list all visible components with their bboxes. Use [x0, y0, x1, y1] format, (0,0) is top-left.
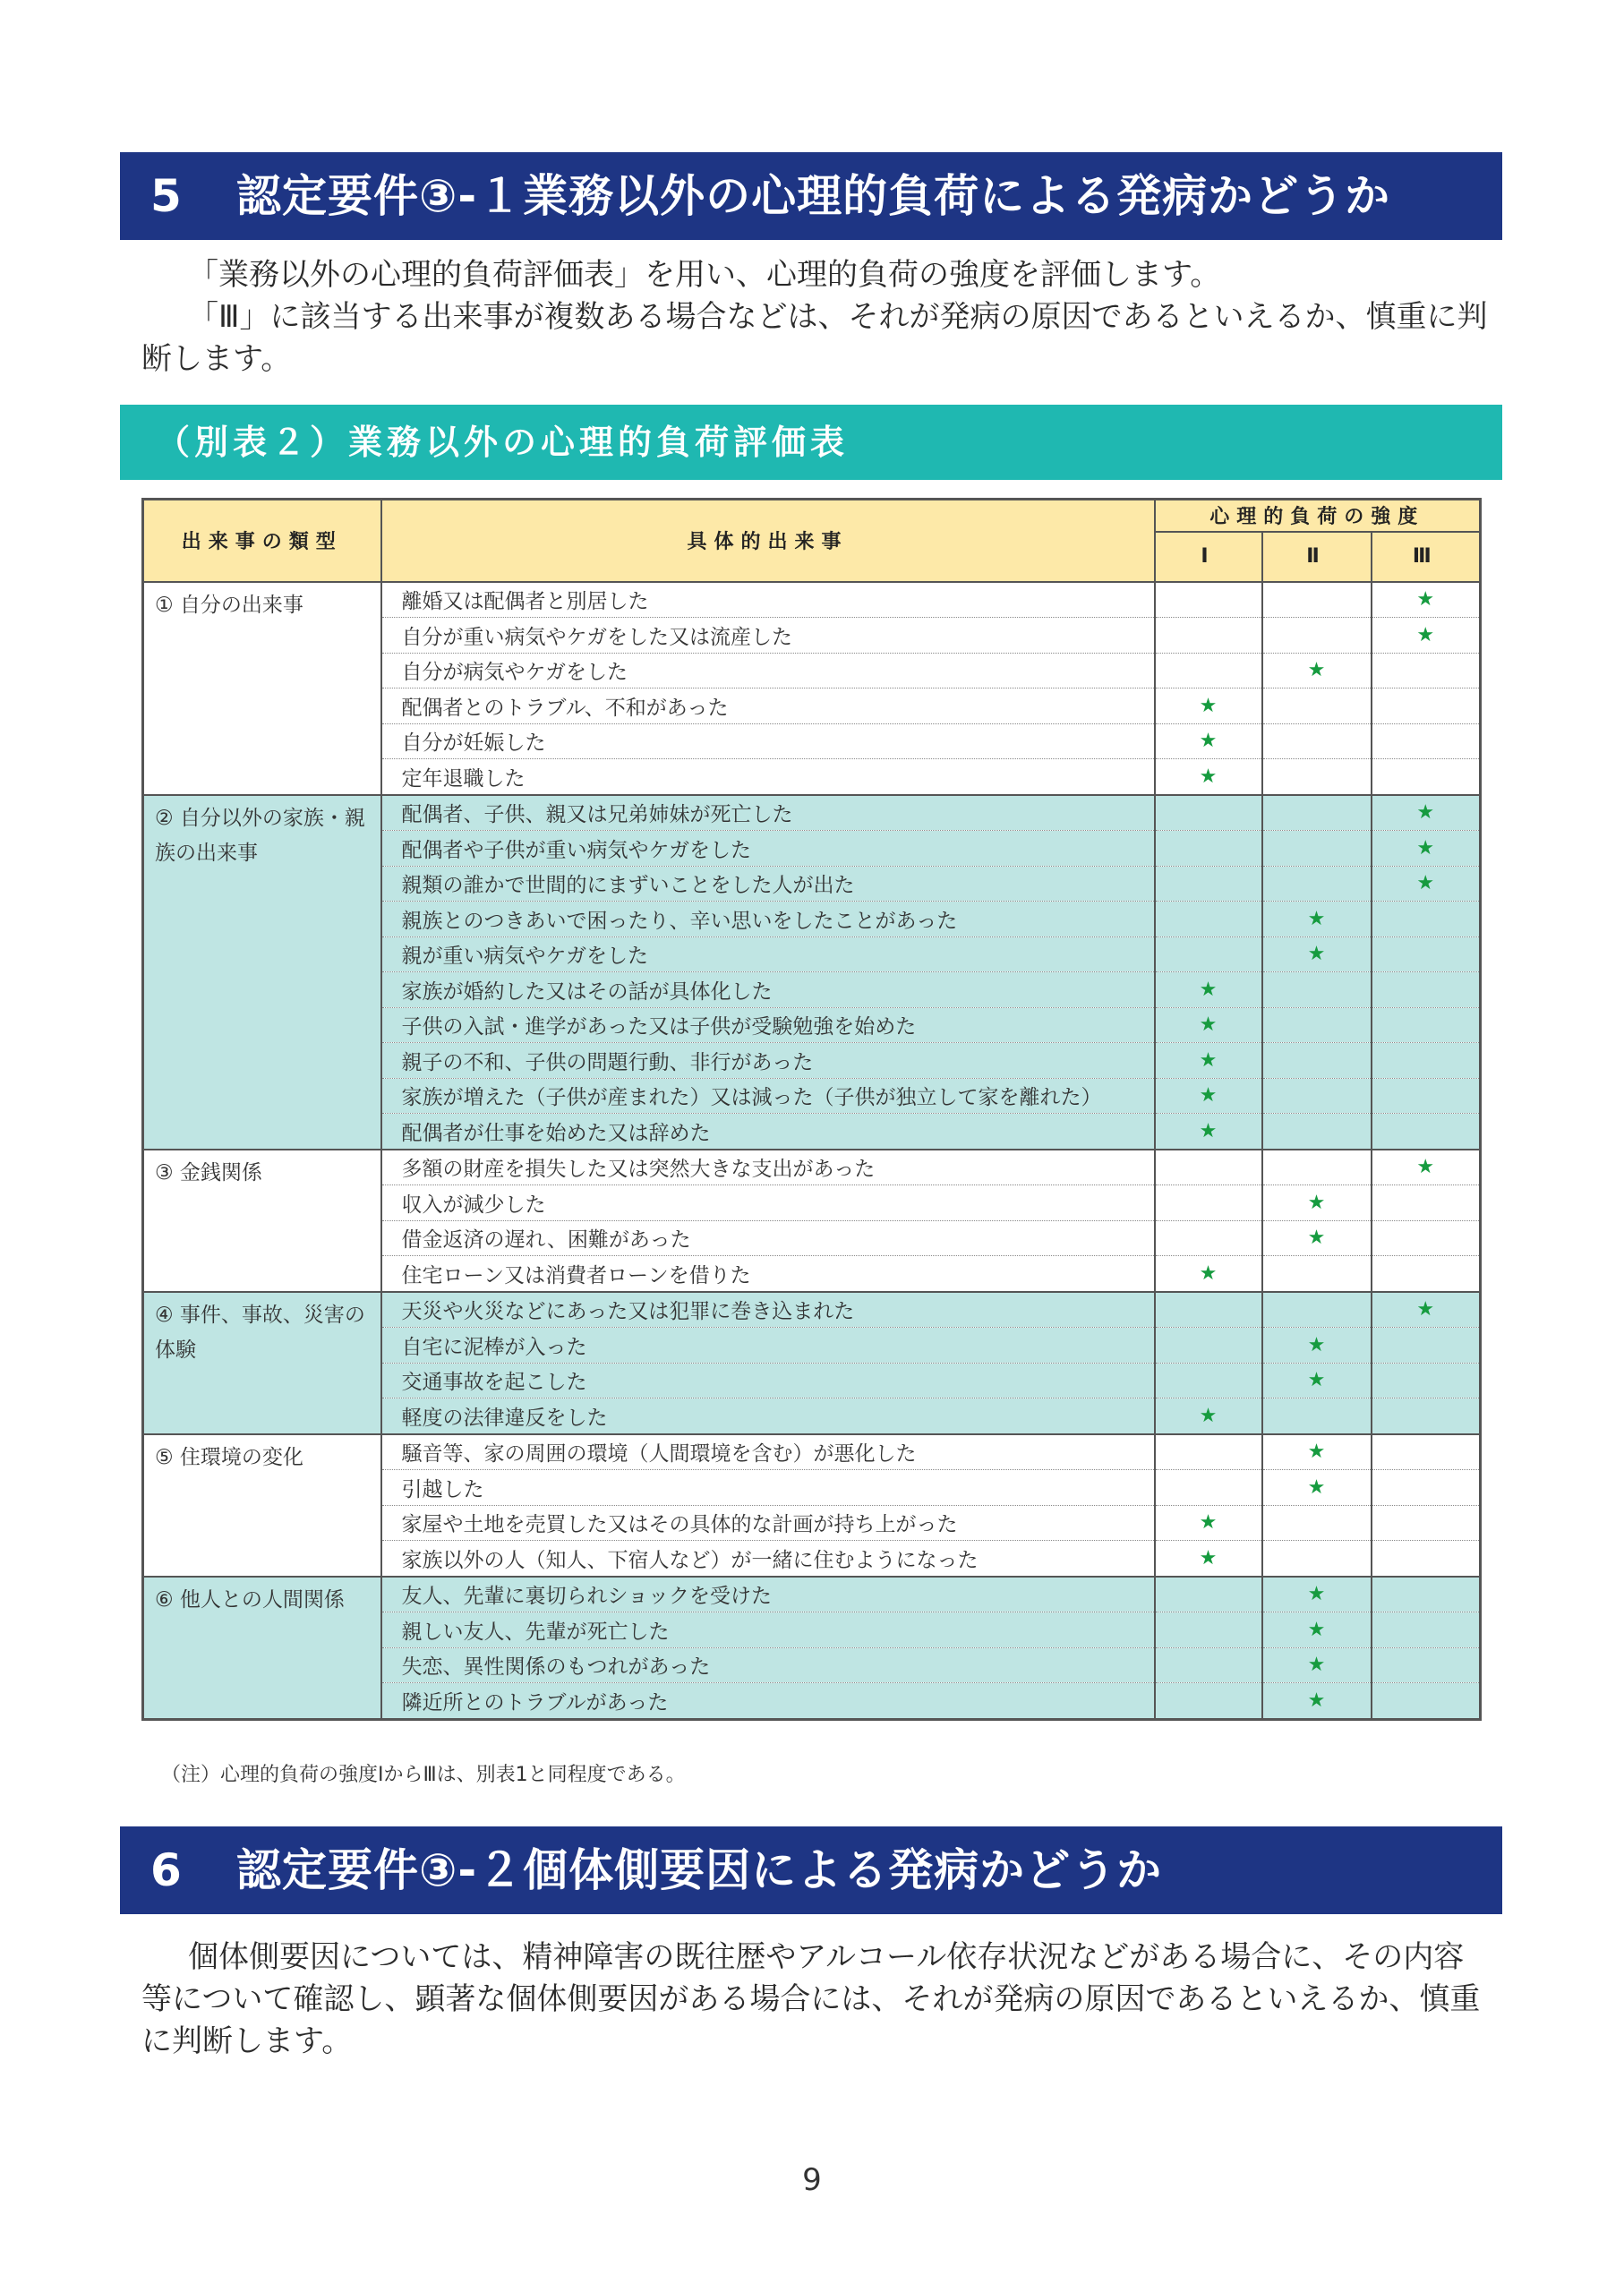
event-cell: 隣近所とのトラブルがあった [381, 1683, 1155, 1720]
category-cell: ③ 金銭関係 [143, 1150, 381, 1292]
star-icon: ★ [1262, 1683, 1372, 1720]
section-title: 認定要件③-２個体側要因による発病かどうか [236, 1844, 1163, 1896]
column-header-category: 出来事の類型 [143, 500, 381, 582]
event-cell: 配偶者や子供が重い病気やケガをした [381, 831, 1155, 867]
star-icon: ★ [1262, 1612, 1372, 1648]
event-cell: 家族が婚約した又はその話が具体化した [381, 972, 1155, 1008]
level-header: Ⅲ [1372, 532, 1481, 582]
level-cell [1262, 1078, 1372, 1114]
level-cell [1262, 1150, 1372, 1185]
level-cell [1372, 723, 1481, 759]
star-icon: ★ [1262, 1434, 1372, 1470]
star-icon: ★ [1372, 795, 1481, 831]
level-cell [1155, 1328, 1262, 1364]
paragraph: 「業務以外の心理的負荷評価表」を用い、心理的負荷の強度を評価します。 [188, 257, 1221, 293]
column-header-event: 具体的出来事 [381, 500, 1155, 582]
level-cell [1155, 1470, 1262, 1506]
level-cell [1155, 1577, 1262, 1612]
event-cell: 親類の誰かで世間的にまずいことをした人が出た [381, 866, 1155, 902]
level-cell [1262, 723, 1372, 759]
event-cell: 離婚又は配偶者と別居した [381, 582, 1155, 618]
star-icon: ★ [1262, 1220, 1372, 1256]
category-cell: ① 自分の出来事 [143, 582, 381, 795]
star-icon: ★ [1155, 1505, 1262, 1541]
page-number: 9 [802, 2162, 822, 2198]
level-cell [1372, 1185, 1481, 1221]
event-cell: 家族以外の人（知人、下宿人など）が一緒に住むようになった [381, 1541, 1155, 1577]
event-cell: 収入が減少した [381, 1185, 1155, 1221]
star-icon: ★ [1372, 1150, 1481, 1185]
star-icon: ★ [1262, 1647, 1372, 1683]
column-header-intensity: 心理的負荷の強度 [1155, 500, 1481, 532]
paragraph: 個体側要因については、精神障害の既往歴やアルコール依存状況などがある場合に、その内容等について確認し、顕著な個体側要因がある場合には、それが発病の原因であるといえるか、慎重に判断します。 [141, 1939, 1481, 2059]
level-cell [1262, 1541, 1372, 1577]
event-cell: 親が重い病気やケガをした [381, 936, 1155, 972]
star-icon: ★ [1155, 1541, 1262, 1577]
star-icon: ★ [1155, 1398, 1262, 1434]
category-cell: ⑤ 住環境の変化 [143, 1434, 381, 1577]
event-cell: 多額の財産を損失した又は突然大きな支出があった [381, 1150, 1155, 1185]
event-cell: 失恋、異性関係のもつれがあった [381, 1647, 1155, 1683]
level-cell [1372, 653, 1481, 688]
section-number: 5 [150, 170, 183, 222]
category-cell: ② 自分以外の家族・親族の出来事 [143, 795, 381, 1150]
section-5-text [141, 254, 1502, 381]
star-icon: ★ [1262, 1328, 1372, 1364]
table-row [143, 1150, 1481, 1185]
event-cell: 友人、先輩に裏切られショックを受けた [381, 1577, 1155, 1612]
event-cell: 自分が重い病気やケガをした又は流産した [381, 618, 1155, 654]
level-cell [1372, 1114, 1481, 1150]
level-cell [1372, 1647, 1481, 1683]
level-cell [1155, 1150, 1262, 1185]
table-row [143, 582, 1481, 618]
level-cell [1262, 1505, 1372, 1541]
level-cell [1372, 1328, 1481, 1364]
level-cell [1372, 902, 1481, 937]
level-cell [1372, 936, 1481, 972]
event-cell: 天災や火災などにあった又は犯罪に巻き込まれた [381, 1292, 1155, 1328]
level-cell [1262, 582, 1372, 618]
level-cell [1155, 936, 1262, 972]
level-cell [1155, 1612, 1262, 1648]
event-cell: 自宅に泥棒が入った [381, 1328, 1155, 1364]
level-cell [1262, 1398, 1372, 1434]
star-icon: ★ [1262, 936, 1372, 972]
event-cell: 騒音等、家の周囲の環境（人間環境を含む）が悪化した [381, 1434, 1155, 1470]
event-cell: 親しい友人、先輩が死亡した [381, 1612, 1155, 1648]
category-cell: ⑥ 他人との人間関係 [143, 1577, 381, 1720]
level-cell [1262, 1114, 1372, 1150]
event-cell: 住宅ローン又は消費者ローンを借りた [381, 1256, 1155, 1292]
level-cell [1262, 1043, 1372, 1079]
stress-evaluation-table [141, 498, 1482, 1721]
star-icon: ★ [1155, 1256, 1262, 1292]
star-icon: ★ [1155, 1114, 1262, 1150]
event-cell: 借金返済の遅れ、困難があった [381, 1220, 1155, 1256]
section-number: 6 [150, 1844, 183, 1896]
level-cell [1155, 1185, 1262, 1221]
level-cell [1372, 1434, 1481, 1470]
star-icon: ★ [1155, 688, 1262, 724]
section-title: 認定要件③-１業務以外の心理的負荷による発病かどうか [236, 170, 1391, 222]
level-cell [1372, 1683, 1481, 1720]
star-icon: ★ [1372, 582, 1481, 618]
level-cell [1372, 1363, 1481, 1398]
level-cell [1155, 1363, 1262, 1398]
star-icon: ★ [1262, 1577, 1372, 1612]
level-cell [1262, 795, 1372, 831]
paragraph: 「Ⅲ」に該当する出来事が複数ある場合などは、それが発病の原因であるといえるか、慎重に判断します。 [141, 299, 1488, 377]
level-cell [1155, 1220, 1262, 1256]
star-icon: ★ [1372, 831, 1481, 867]
level-cell [1155, 866, 1262, 902]
event-cell: 親子の不和、子供の問題行動、非行があった [381, 1043, 1155, 1079]
star-icon: ★ [1262, 1363, 1372, 1398]
level-cell [1155, 1434, 1262, 1470]
table-row [143, 1292, 1481, 1328]
event-cell: 配偶者、子供、親又は兄弟姉妹が死亡した [381, 795, 1155, 831]
event-cell: 家屋や土地を売買した又はその具体的な計画が持ち上がった [381, 1505, 1155, 1541]
star-icon: ★ [1262, 1470, 1372, 1506]
event-cell: 定年退職した [381, 759, 1155, 795]
section-6-banner [120, 1826, 1502, 1914]
table-row [143, 1577, 1481, 1612]
level-cell [1262, 1256, 1372, 1292]
star-icon: ★ [1372, 866, 1481, 902]
star-icon: ★ [1155, 1078, 1262, 1114]
level-cell [1372, 972, 1481, 1008]
star-icon: ★ [1372, 1292, 1481, 1328]
level-cell [1262, 618, 1372, 654]
level-cell [1262, 688, 1372, 724]
star-icon: ★ [1155, 759, 1262, 795]
event-cell: 親族とのつきあいで困ったり、辛い思いをしたことがあった [381, 902, 1155, 937]
star-icon: ★ [1262, 902, 1372, 937]
level-cell [1372, 1398, 1481, 1434]
star-icon: ★ [1155, 723, 1262, 759]
level-cell [1262, 972, 1372, 1008]
event-cell: 軽度の法律違反をした [381, 1398, 1155, 1434]
event-cell: 家族が増えた（子供が産まれた）又は減った（子供が独立して家を離れた） [381, 1078, 1155, 1114]
level-cell [1372, 688, 1481, 724]
event-cell: 自分が病気やケガをした [381, 653, 1155, 688]
table-title-bar [120, 405, 1502, 480]
star-icon: ★ [1155, 1043, 1262, 1079]
section-5-banner [120, 152, 1502, 240]
level-cell [1262, 759, 1372, 795]
star-icon: ★ [1155, 1007, 1262, 1043]
level-cell [1155, 1292, 1262, 1328]
table-row [143, 1434, 1481, 1470]
level-cell [1155, 831, 1262, 867]
level-cell [1155, 1683, 1262, 1720]
level-cell [1372, 1078, 1481, 1114]
level-cell [1372, 1612, 1481, 1648]
level-cell [1155, 582, 1262, 618]
star-icon: ★ [1262, 653, 1372, 688]
table-row [143, 795, 1481, 831]
level-cell [1372, 1470, 1481, 1506]
level-cell [1372, 1220, 1481, 1256]
level-cell [1372, 1505, 1481, 1541]
level-cell [1155, 795, 1262, 831]
event-cell: 子供の入試・進学があった又は子供が受験勉強を始めた [381, 1007, 1155, 1043]
level-cell [1155, 902, 1262, 937]
level-cell [1372, 1577, 1481, 1612]
level-cell [1155, 1647, 1262, 1683]
level-cell [1262, 1007, 1372, 1043]
event-cell: 交通事故を起こした [381, 1363, 1155, 1398]
level-cell [1262, 866, 1372, 902]
level-cell [1262, 1292, 1372, 1328]
level-cell [1372, 759, 1481, 795]
section-6-text [141, 1937, 1484, 2063]
level-cell [1155, 618, 1262, 654]
level-cell [1372, 1256, 1481, 1292]
star-icon: ★ [1372, 618, 1481, 654]
level-cell [1372, 1007, 1481, 1043]
table-title: （別表２）業務以外の心理的負荷評価表 [156, 423, 850, 462]
level-cell [1155, 653, 1262, 688]
table-note: （注）心理的負荷の強度ⅠからⅢは、別表1と同程度である。 [161, 1764, 686, 1786]
event-cell: 配偶者とのトラブル、不和があった [381, 688, 1155, 724]
star-icon: ★ [1262, 1185, 1372, 1221]
event-cell: 自分が妊娠した [381, 723, 1155, 759]
level-cell [1372, 1541, 1481, 1577]
level-cell [1262, 831, 1372, 867]
category-cell: ④ 事件、事故、災害の体験 [143, 1292, 381, 1434]
level-header: Ⅰ [1155, 532, 1262, 582]
star-icon: ★ [1155, 972, 1262, 1008]
event-cell: 配偶者が仕事を始めた又は辞めた [381, 1114, 1155, 1150]
level-header: Ⅱ [1262, 532, 1372, 582]
level-cell [1372, 1043, 1481, 1079]
event-cell: 引越した [381, 1470, 1155, 1506]
